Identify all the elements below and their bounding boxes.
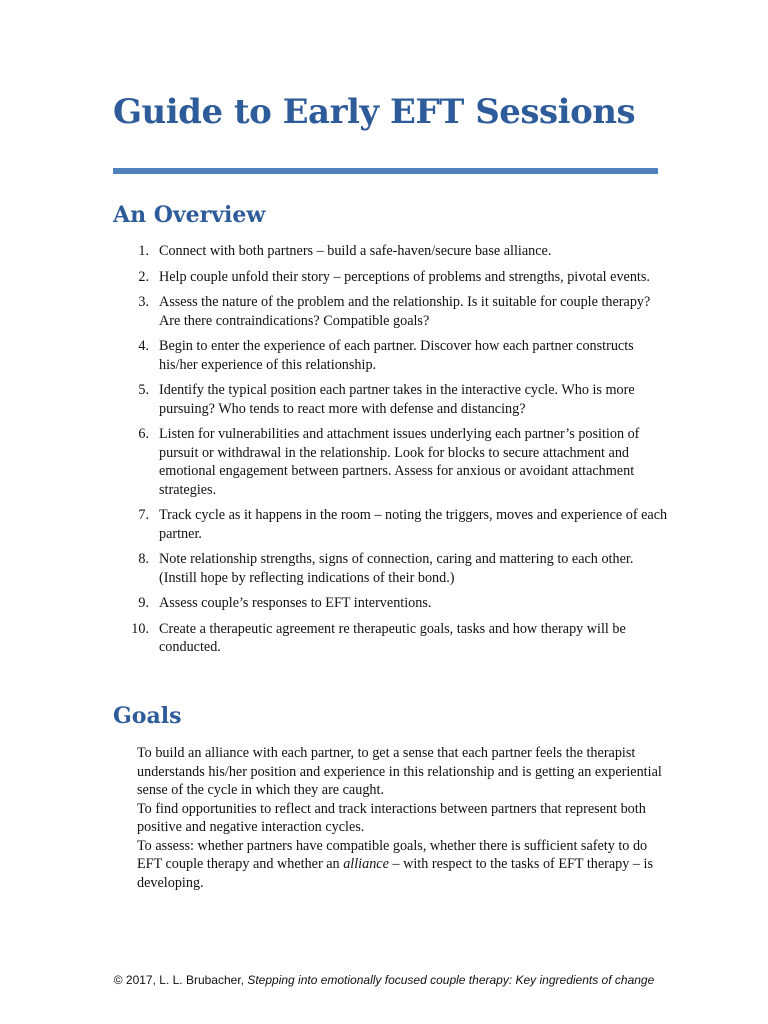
- list-item: [113, 337, 673, 374]
- list-item-number: 7.: [138, 507, 149, 523]
- goals-text: – with respect to the tasks of EFT therapy – is developing.: [137, 856, 654, 891]
- list-item-number: 2.: [138, 268, 149, 285]
- footer-prefix: © 2017, L. L. Brubacher,: [113, 973, 248, 987]
- list-item-text: Listen for vulnerabilities and attachment issues underlying each partner’s position of pursuit or withdrawal in the relationship. Look for blocks to secure attachment and emotional engagement between partners. Assess for anxious or avoidant attachment strategies.: [159, 426, 640, 498]
- copyright-footer: [0, 973, 768, 987]
- list-item: [113, 506, 673, 543]
- list-item: [113, 268, 673, 287]
- overview-list: [113, 242, 673, 664]
- list-item-number: 5.: [138, 382, 149, 398]
- list-item: [113, 293, 673, 330]
- list-item-number: 10.: [131, 620, 149, 637]
- list-item: [113, 242, 673, 261]
- list-item-number: 8.: [138, 551, 149, 567]
- list-item-text: Assess the nature of the problem and the relationship. Is it suitable for couple therapy? Are there contraindications? Compatible goals?: [159, 294, 651, 329]
- list-item: [113, 425, 673, 499]
- list-item: [113, 381, 673, 418]
- list-item-text: Identify the typical position each partner takes in the interactive cycle. Who is more pursuing? Who tends to react more with defense and distancing?: [159, 382, 635, 417]
- goals-heading: Goals: [113, 703, 182, 729]
- goals-section: [137, 744, 667, 892]
- list-item-text: Help couple unfold their story – perceptions of problems and strengths, pivotal events.: [159, 268, 650, 285]
- list-item-text: Create a therapeutic agreement re therapeutic goals, tasks and how therapy will be conducted.: [159, 620, 626, 655]
- list-item-text: Track cycle as it happens in the room – noting the triggers, moves and experience of each partner.: [159, 507, 668, 542]
- footer-book-title: Stepping into emotionally focused couple therapy: Key ingredients of change: [247, 973, 655, 987]
- list-item-number: 9.: [138, 595, 149, 611]
- overview-heading: An Overview: [113, 202, 266, 228]
- list-item-number: 4.: [138, 338, 149, 354]
- list-item-text: Assess couple’s responses to EFT interventions.: [159, 595, 432, 611]
- page-title: Guide to Early EFT Sessions: [113, 92, 636, 132]
- goals-emphasis: alliance: [343, 856, 389, 872]
- list-item: [113, 594, 673, 613]
- list-item-text: Begin to enter the experience of each partner. Discover how each partner constructs his/her experience of this relationship.: [159, 338, 634, 373]
- goals-text: To assess: whether partners have compatible goals, whether there is sufficient safety to do EFT couple therapy and whether an: [137, 837, 648, 872]
- goals-paragraph: [137, 837, 667, 893]
- list-item-number: 1.: [138, 243, 149, 259]
- list-item-text: Note relationship strengths, signs of connection, caring and mattering to each other. (Instill hope by reflecting indications of their bond.): [159, 551, 634, 586]
- list-item-number: 6.: [138, 426, 149, 442]
- list-item-number: 3.: [138, 294, 149, 310]
- list-item-text: Connect with both partners – build a safe-haven/secure base alliance.: [159, 243, 552, 259]
- goals-paragraph: To find opportunities to reflect and track interactions between partners that represent both positive and negative interaction cycles.: [137, 800, 646, 835]
- title-divider: [113, 168, 658, 174]
- list-item: [113, 550, 673, 587]
- list-item: [113, 620, 673, 657]
- goals-paragraph: To build an alliance with each partner, to get a sense that each partner feels the therapist understands his/her position and experience in this relationship and is getting an experiential sense of the cycle in which they are caught.: [137, 745, 662, 798]
